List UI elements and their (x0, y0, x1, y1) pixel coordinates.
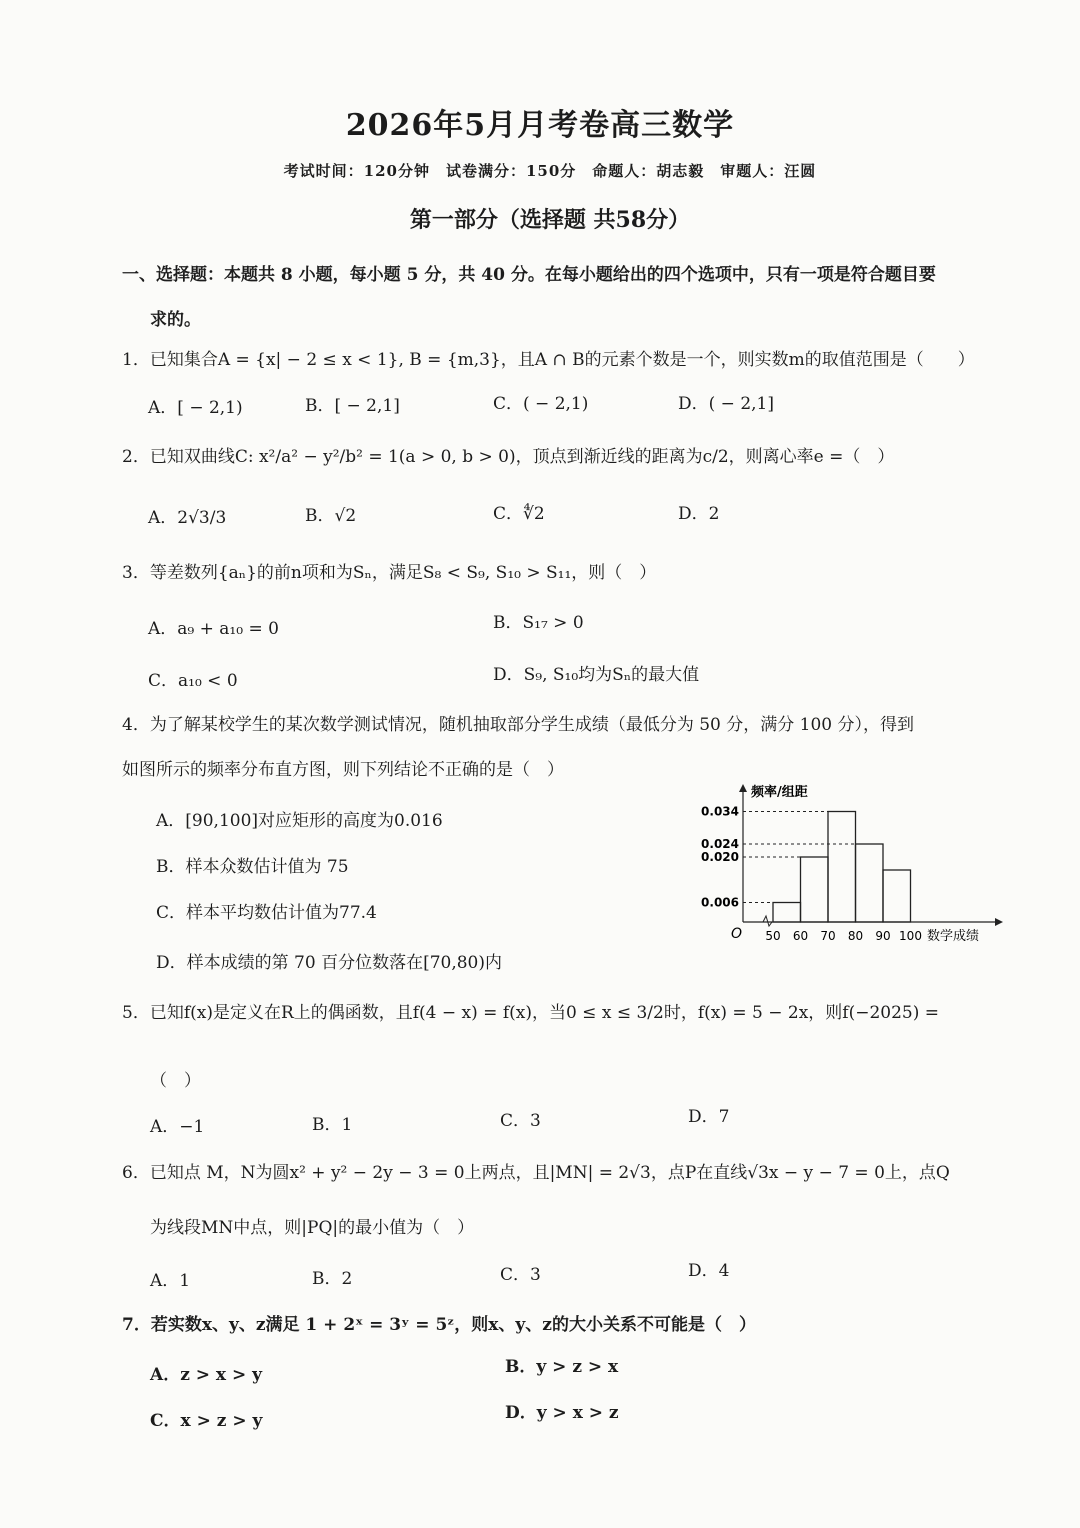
q1-option-b: B．[ − 2,1] (305, 396, 400, 416)
q7-option-c: C．x > z > y (150, 1411, 263, 1431)
histogram-bar (801, 857, 829, 922)
exam-info: 考试时间：120分钟 试卷满分：150分 命题人：胡志毅 审题人：汪圆 (283, 162, 817, 180)
q7-option-a: A．z > x > y (150, 1365, 263, 1385)
q3-option-d: D．S₉, S₁₀均为Sₙ的最大值 (493, 665, 700, 685)
q2-option-c: C．∜2 (493, 504, 545, 524)
histogram-bar (828, 812, 856, 923)
q1-option-a: A．[ − 2,1) (148, 398, 243, 418)
q4-stem-line1: 4．为了解某校学生的某次数学测试情况，随机抽取部分学生成绩（最低分为 50 分，满分 100 分），得到 (122, 715, 915, 735)
q6-option-b: B．2 (312, 1269, 353, 1289)
q7-option-b: B．y > z > x (505, 1357, 619, 1377)
q4-option-b: B．样本众数估计值为 75 (156, 857, 349, 877)
q3-option-b: B．S₁₇ > 0 (493, 613, 584, 633)
x-tick-label: 90 (875, 929, 891, 942)
x-tick-label: 60 (792, 929, 809, 942)
section-instruction-line2: 求的。 (150, 310, 201, 330)
q6-stem-line2: 为线段MN中点，则|PQ|的最小值为（ ） (150, 1218, 475, 1238)
y-tick-label: 0.006 (701, 895, 739, 910)
q5-stem: 5．已知f(x)是定义在R上的偶函数，且f(4 − x) = f(x)，当0 ≤ x ≤ 3/2时，f(x) = 5 − 2x，则f(−2025) = (122, 1003, 940, 1023)
q2-stem: 2．已知双曲线C: x²/a² − y²/b² = 1(a > 0, b > 0)，顶点到渐近线的距离为c/2，则离心率e =（ ） (122, 447, 895, 467)
y-axis-arrow (739, 784, 747, 792)
x-axis-arrow (995, 918, 1003, 926)
x-axis-label: 数学成绩 (927, 929, 980, 942)
q5-option-d: D．7 (688, 1107, 730, 1127)
x-tick-label: 100 (899, 929, 922, 942)
section-instruction-line1: 一、选择题：本题共 8 小题，每小题 5 分，共 40 分。在每小题给出的四个选项中，只有一项是符合题目要 (122, 265, 936, 285)
origin-label: O (731, 926, 743, 942)
x-tick-label: 80 (847, 929, 864, 942)
q4-stem-line2: 如图所示的频率分布直方图，则下列结论不正确的是（ ） (122, 760, 564, 780)
q3-option-a: A．a₉ + a₁₀ = 0 (148, 619, 279, 639)
q6-option-c: C．3 (500, 1265, 541, 1285)
x-tick-label: 50 (765, 929, 781, 942)
histogram-bar (856, 844, 884, 922)
x-tick-label: 70 (820, 929, 836, 942)
q4-option-c: C．样本平均数估计值为77.4 (156, 903, 377, 923)
q3-option-c: C．a₁₀ < 0 (148, 671, 238, 691)
q2-option-d: D．2 (678, 504, 720, 524)
q2-option-a: A．2√3/3 (148, 508, 227, 528)
y-tick-label: 0.020 (701, 850, 739, 864)
histogram-layer (701, 784, 1003, 942)
q1-option-d: D．( − 2,1] (678, 394, 774, 414)
q3-stem: 3．等差数列{aₙ}的前n项和为Sₙ，满足S₈ < S₉, S₁₀ > S₁₁，则（ ） (122, 563, 657, 583)
histogram-bar (773, 903, 801, 923)
part-heading: 第一部分（选择题 共58分） (409, 207, 691, 233)
frequency-histogram (695, 782, 1015, 942)
q7-option-d: D．y > x > z (505, 1403, 619, 1423)
q4-option-d: D．样本成绩的第 70 百分位数落在[70,80)内 (156, 953, 503, 973)
q1-option-c: C．( − 2,1) (493, 394, 589, 414)
q4-option-a: A．[90,100]对应矩形的高度为0.016 (156, 811, 443, 831)
q5-option-b: B．1 (312, 1115, 353, 1135)
q1-stem: 1．已知集合A = {x| − 2 ≤ x < 1}, B = {m,3}，且A ∩ B的元素个数是一个，则实数m的取值范围是（ ） (122, 350, 975, 370)
exam-title: 2026年5月月考卷高三数学 (345, 108, 735, 143)
q5-option-a: A．−1 (150, 1117, 205, 1137)
histogram-bar (883, 870, 911, 922)
y-tick-label: 0.024 (701, 837, 739, 851)
q5-paren: （ ） (150, 1071, 201, 1091)
q6-option-a: A．1 (150, 1271, 191, 1291)
q5-option-c: C．3 (500, 1111, 541, 1131)
q2-option-b: B．√2 (305, 506, 357, 526)
y-axis-label: 频率/组距 (751, 785, 808, 800)
q6-option-d: D．4 (688, 1261, 730, 1281)
y-tick-label: 0.034 (701, 804, 739, 819)
q7-stem: 7．若实数x、y、z满足 1 + 2ˣ = 3ʸ = 5ᶻ，则x、y、z的大小关系不可能是（ ） (122, 1315, 756, 1335)
q6-stem-line1: 6．已知点 M，N为圆x² + y² − 2y − 3 = 0上两点，且|MN| = 2√3，点P在直线√3x − y − 7 = 0上，点Q (122, 1163, 950, 1183)
axis-break (763, 916, 772, 926)
